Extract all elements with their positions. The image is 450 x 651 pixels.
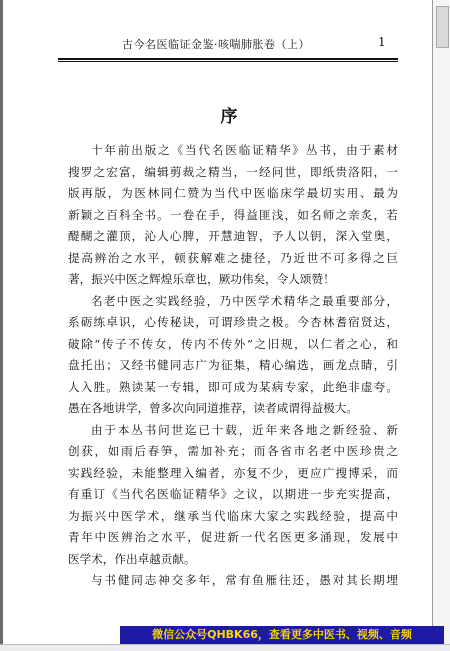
viewer-scrollbar[interactable] [432, 0, 450, 650]
document-page [8, 0, 428, 640]
text-line: 破除“传子不传女，传内不传外”之旧规，以仁者之心，和 [68, 336, 398, 351]
text-line: 系砺练卓识，心传秘诀，可谓珍贵之极。今杏林耆宿贤达， [68, 315, 398, 329]
text-line: 版再版，为医林同仁赞为当代中医临床学最切实用、最为 [68, 186, 398, 200]
text-line: 新颖之百科全书。一卷在手，得益匪浅，如名师之亲炙，若 [68, 207, 398, 222]
viewer-left-border [0, 0, 3, 650]
page-number: 1 [378, 35, 386, 49]
text-line: 有重订《当代名医临证精华》之议，以期进一步充实提高， [68, 487, 398, 501]
running-header: 古今名医临证金鉴·咳喘肺胀卷（上） [122, 38, 310, 51]
text-line: 青年中医辨治之水平，促进新一代名医更多涌现，发展中 [68, 530, 398, 544]
text-line: 创获，如雨后春笋，需加补充；而各省市名老中医珍贵之 [68, 444, 398, 458]
text-line: 由于本丛书问世迄已十载，近年来各地之新经验、新 [91, 422, 398, 437]
text-line: 提高辨治之水平，顿获解难之捷径，乃近世不可多得之巨 [68, 250, 398, 265]
text-line: 医学术，作出卓越贡献。 [68, 551, 196, 566]
body-text [68, 140, 398, 592]
text-line: 名老中医之实践经验，乃中医学术精华之最重要部分， [91, 293, 398, 308]
text-line: 为振兴中医学术，继承当代临床大家之实践经验，提高中 [68, 508, 398, 523]
text-line: 盘托出；又经书健同志广为征集，精心编选，画龙点睛，引 [68, 358, 398, 372]
header-rule [58, 58, 398, 60]
section-title: 序 [220, 107, 238, 127]
text-line: 与书健同志神交多年，常有鱼雁往还，愚对其长期埋 [91, 573, 398, 587]
text-line: 醍醐之灌顶，沁人心脾，开慧迪智，予人以钥，深入堂奥， [68, 229, 398, 243]
text-line: 愚在各地讲学，曾多次向同道推荐，读者咸谓得益极大。 [68, 401, 358, 415]
text-line: 著，振兴中医之辉煌乐章也，厥功伟矣，令人颂赞！ [68, 272, 335, 286]
promo-banner[interactable]: 微信公众号QHBK66，查看更多中医书、视频、音频 [120, 626, 444, 644]
scrollbar-thumb[interactable] [436, 6, 449, 48]
text-line: 搜罗之宏富，编辑剪裁之精当，一经问世，即纸贵洛阳，一 [68, 164, 398, 179]
text-line: 十年前出版之《当代名医临证精华》丛书，由于素材 [91, 143, 398, 157]
header-rule-thin [58, 61, 398, 62]
text-line: 实践经验，未能整理入编者，亦复不少，更应广搜博采，而 [68, 465, 398, 480]
text-line: 人入胜。熟读某一专辑，即可成为某病专家，此绝非虚夸。 [68, 379, 398, 394]
